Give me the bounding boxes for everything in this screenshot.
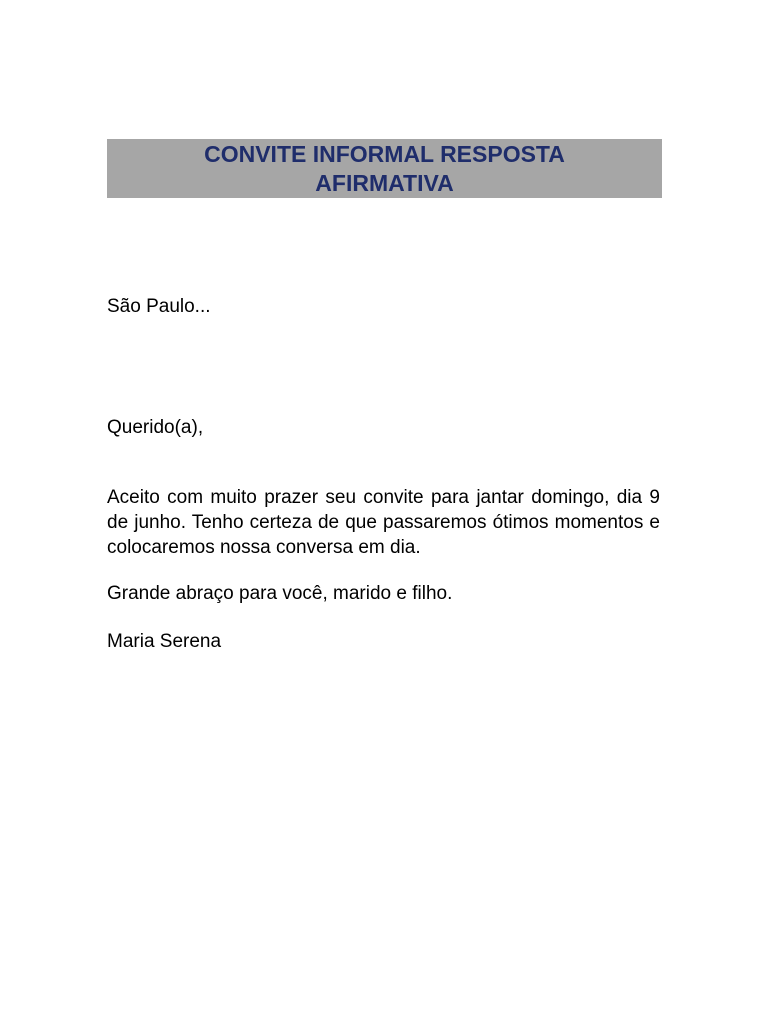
closing-line: Grande abraço para você, marido e filho. [107,583,453,604]
title-banner [107,139,662,198]
greeting: Querido(a), [107,417,204,438]
body-paragraph: Aceito com muito prazer seu convite para jantar domingo, dia 9 de junho. Tenho certeza de que passaremos ótimos momentos e colocaremos nossa conversa em dia. [107,487,660,558]
document-title: CONVITE INFORMAL RESPOSTA AFIRMATIVA [204,140,565,196]
signature: Maria Serena [107,631,222,652]
place-line: São Paulo... [107,296,211,317]
